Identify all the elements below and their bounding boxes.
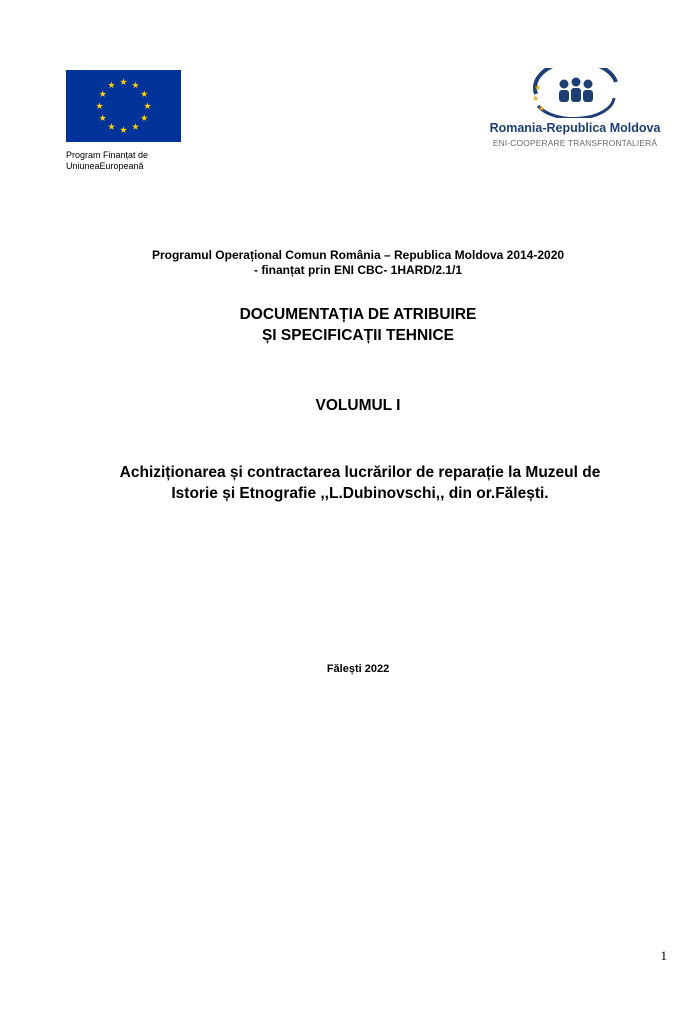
programme-line1: Programul Operațional Comun România – Republica Moldova 2014-2020 — [151, 248, 565, 262]
eu-flag-icon — [66, 70, 181, 142]
eu-caption-line1: Program Finanțat de — [66, 150, 149, 160]
procurement-subject — [30, 462, 683, 504]
eu-caption-line2: UniuneaEuropeană — [66, 161, 144, 171]
programme-heading — [40, 248, 676, 278]
subject-line2: Istorie și Etnografie ,,L.Dubinovschi,, din or.Fălești. — [171, 485, 549, 502]
place-date: Fălești 2022 — [326, 663, 390, 675]
title-line1: DOCUMENTAȚIA DE ATRIBUIRE — [239, 306, 477, 323]
title-line2: ȘI SPECIFICAȚII TEHNICE — [261, 327, 455, 344]
eu-flag-logo — [66, 70, 181, 142]
partner-emblem-icon — [528, 68, 622, 118]
partner-subtitle: ENI-COOPERARE TRANSFRONTALIERĂ — [492, 138, 658, 148]
eu-caption — [66, 150, 148, 172]
svg-text:★: ★ — [538, 104, 546, 113]
subject-line1: Achiziționarea și contractarea lucrărilor de reparație la Muzeul de — [119, 464, 601, 481]
volume-label: VOLUMUL I — [315, 397, 401, 414]
partner-logo — [480, 68, 670, 158]
programme-line2: - finanțat prin ENI CBC- 1HARD/2.1/1 — [253, 263, 463, 277]
svg-text:★: ★ — [532, 94, 540, 103]
partner-title: Romania-Republica Moldova — [489, 121, 661, 135]
page-number: 1 — [660, 948, 667, 963]
svg-text:★: ★ — [534, 83, 542, 92]
document-title — [40, 304, 676, 346]
